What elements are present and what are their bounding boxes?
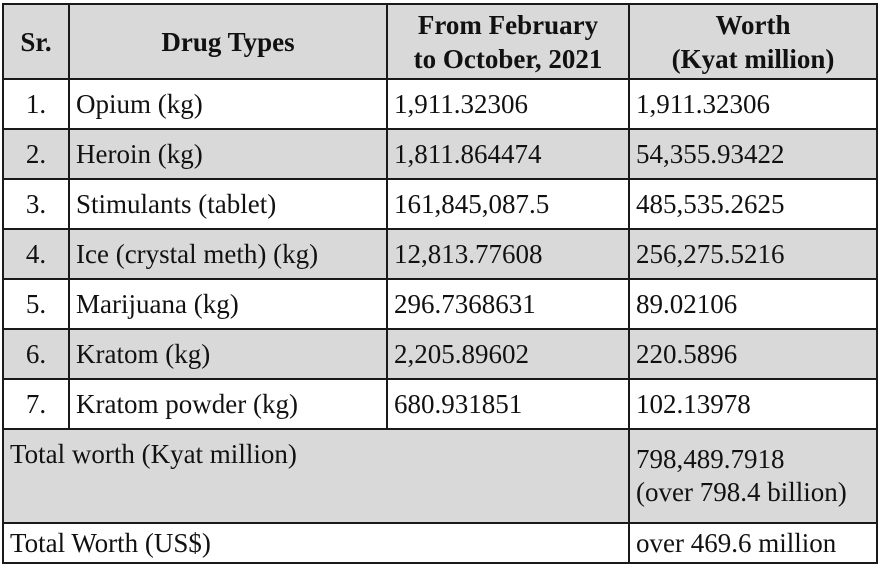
header-worth — [629, 4, 877, 79]
row-quantity: 1,811.864474 — [387, 129, 629, 179]
header-worth-line1: Worth — [715, 9, 791, 40]
row-worth: 220.5896 — [629, 329, 877, 379]
row-quantity: 680.931851 — [387, 379, 629, 429]
row-drug-type: Ice (crystal meth) (kg) — [69, 229, 387, 279]
row-sr: 4. — [3, 229, 69, 279]
total-kyat-label: Total worth (Kyat million) — [3, 429, 629, 523]
header-period-line1: From February — [417, 9, 599, 40]
total-usd-label: Total Worth (US$) — [3, 523, 629, 563]
row-worth: 89.02106 — [629, 279, 877, 329]
row-quantity: 296.7368631 — [387, 279, 629, 329]
row-sr: 3. — [3, 179, 69, 229]
header-row — [3, 4, 877, 79]
header-sr: Sr. — [3, 4, 69, 79]
row-sr: 5. — [3, 279, 69, 329]
row-worth: 102.13978 — [629, 379, 877, 429]
total-kyat-value-line2: (over 798.4 billion) — [636, 477, 847, 507]
header-drug-types: Drug Types — [69, 4, 387, 79]
row-sr: 1. — [3, 79, 69, 129]
row-worth: 54,355.93422 — [629, 129, 877, 179]
row-quantity: 161,845,087.5 — [387, 179, 629, 229]
row-drug-type: Opium (kg) — [69, 79, 387, 129]
total-kyat-value-line1: 798,489.7918 — [636, 444, 785, 474]
table-row — [3, 379, 877, 429]
table-row — [3, 229, 877, 279]
row-sr: 6. — [3, 329, 69, 379]
header-period — [387, 4, 629, 79]
row-quantity: 1,911.32306 — [387, 79, 629, 129]
row-drug-type: Heroin (kg) — [69, 129, 387, 179]
table-row — [3, 329, 877, 379]
total-kyat-value — [629, 429, 877, 523]
header-worth-line2: (Kyat million) — [671, 43, 835, 74]
drug-seizure-table — [2, 3, 878, 564]
table-row — [3, 129, 877, 179]
table-row — [3, 79, 877, 129]
row-sr: 7. — [3, 379, 69, 429]
table-row — [3, 279, 877, 329]
row-drug-type: Stimulants (tablet) — [69, 179, 387, 229]
row-drug-type: Marijuana (kg) — [69, 279, 387, 329]
row-drug-type: Kratom (kg) — [69, 329, 387, 379]
header-period-line2: to October, 2021 — [413, 43, 603, 74]
row-quantity: 12,813.77608 — [387, 229, 629, 279]
row-quantity: 2,205.89602 — [387, 329, 629, 379]
row-sr: 2. — [3, 129, 69, 179]
row-drug-type: Kratom powder (kg) — [69, 379, 387, 429]
row-worth: 485,535.2625 — [629, 179, 877, 229]
row-worth: 1,911.32306 — [629, 79, 877, 129]
total-usd-row — [3, 523, 877, 563]
row-worth: 256,275.5216 — [629, 229, 877, 279]
total-kyat-row — [3, 429, 877, 523]
total-usd-value: over 469.6 million — [629, 523, 877, 563]
table-row — [3, 179, 877, 229]
drug-seizure-table-container — [2, 3, 878, 564]
